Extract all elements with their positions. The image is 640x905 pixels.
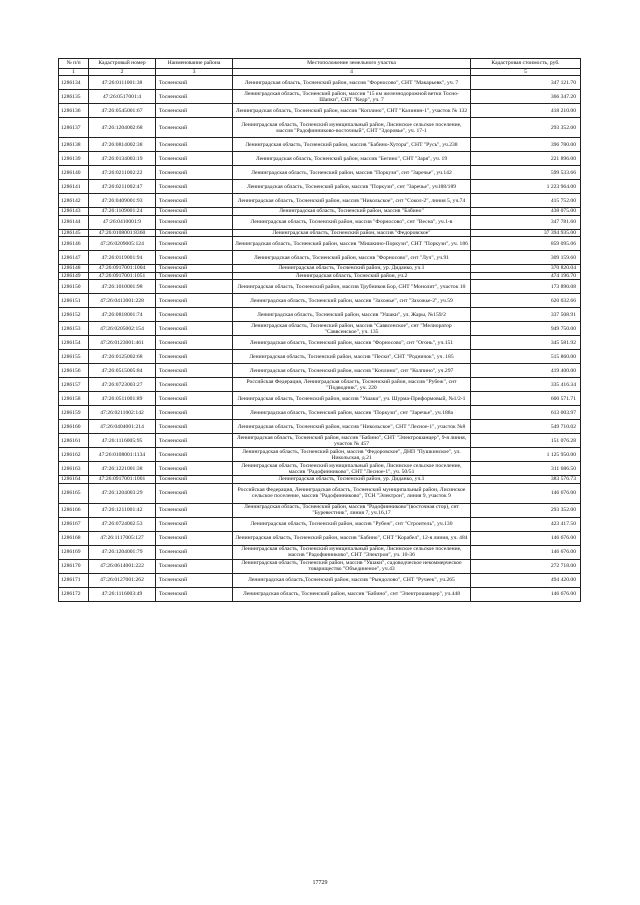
table-row <box>59 483 581 503</box>
table-row <box>59 336 581 350</box>
table-row <box>59 251 581 265</box>
row-number: 1286155 <box>59 350 89 364</box>
header-district-name: Наименование района <box>156 59 233 69</box>
plot-location: Ленинградская область, Тосненский район, массив "Ушаки", уч. Шурма-Приформовый, №1/2-1 <box>233 392 471 406</box>
row-number: 1286153 <box>59 322 89 336</box>
cadastral-number: 47:26:0614001:222 <box>89 559 156 573</box>
cadastral-number: 47:26:0517001:4 <box>89 90 156 104</box>
plot-location: Ленинградская область, Тосненский район, массив "Саввсенское", снт "Мелиоратор "Саввсенское", уч. 135 <box>233 322 471 336</box>
plot-location: Ленинградская область, Тосненский район, массив "Никольское", снт "Сокол-2", линия 5, уч.74 <box>233 194 471 208</box>
district-name: Тосненский <box>156 483 233 503</box>
column-index: 5 <box>471 69 581 76</box>
table-row <box>59 308 581 322</box>
row-number: 1286156 <box>59 364 89 378</box>
plot-location: Ленинградская область, Тоснеский район, уч.2 <box>233 272 471 280</box>
cadastral-value: 337 508.91 <box>471 308 581 322</box>
table-row <box>59 208 581 216</box>
cadastral-value: 311 686.50 <box>471 462 581 476</box>
row-number: 1286172 <box>59 587 89 601</box>
district-name: Тосненский <box>156 180 233 194</box>
row-number: 1286154 <box>59 336 89 350</box>
table-row <box>59 194 581 208</box>
table-row <box>59 531 581 545</box>
cadastral-value: 335 416.34 <box>471 378 581 392</box>
district-name: Тосненский <box>156 215 233 229</box>
table-row <box>59 350 581 364</box>
cadastral-value: 293 352.00 <box>471 503 581 517</box>
cadastral-number: 47:26:0108001:8360 <box>89 229 156 237</box>
plot-location: Ленинградская область, Тосненский муниципальный район, Лисинское сельское поселение, массив "Радофинниково", СНТ "Лесное-1", уч. 50/51 <box>233 462 471 476</box>
plot-location: Ленинградская область,Тосненский район, массив "Рындолово", СНТ "Ручеек", уч.265 <box>233 573 471 587</box>
cadastral-number: 47:26:0409001:93 <box>89 194 156 208</box>
plot-location: Ленинградская область, Тосненский район, массив "Бабино", СНТ "Электрошанцер", 9-я линия, участок № 457 <box>233 434 471 448</box>
cadastral-number: 47:26:0511001:89 <box>89 392 156 406</box>
table-row <box>59 573 581 587</box>
row-number: 1286134 <box>59 76 89 90</box>
cadastral-value: 859 095.06 <box>471 237 581 251</box>
column-index: 3 <box>156 69 233 76</box>
table-row <box>59 322 581 336</box>
district-name: Тосненский <box>156 434 233 448</box>
cadastral-value: 423 417.50 <box>471 517 581 531</box>
plot-location: Ленинградская область, Тосненский район, массив "Никольское", СНТ "Лесное-1", участок №8 <box>233 420 471 434</box>
district-name: Тосненский <box>156 448 233 462</box>
cadastral-number: 47:26:0205002:154 <box>89 322 156 336</box>
row-number: 1286137 <box>59 118 89 138</box>
cadastral-number: 47:26:0211002:47 <box>89 180 156 194</box>
row-number: 1286171 <box>59 573 89 587</box>
page-number: 17729 <box>312 880 328 886</box>
district-name: Тосненский <box>156 272 233 280</box>
cadastral-value: 146 676.00 <box>471 545 581 559</box>
row-number: 1286140 <box>59 166 89 180</box>
row-number: 1286135 <box>59 90 89 104</box>
cadastral-value: 383 576.73 <box>471 476 581 484</box>
row-number: 1286142 <box>59 194 89 208</box>
cadastral-number: 47:26:0814002:38 <box>89 138 156 152</box>
plot-location: Ленинградская область, Тосненский муниципальный район, Лисинское сельское поселение, массив "Радофинниково", СНТ "Электрон", уч. 10-36 <box>233 545 471 559</box>
row-number: 1286144 <box>59 215 89 229</box>
plot-location: Ленинградская область, Тосненский район, массив "Радофинниково"(восточная стор), снт "Буревестник", линия 7, уч.16,17 <box>233 503 471 517</box>
row-number: 1286150 <box>59 280 89 294</box>
cadastral-value: 515 860.00 <box>471 350 581 364</box>
table-row <box>59 392 581 406</box>
plot-location: Ленинградская область, Тосненский район, ур. Диданко, уч.1 <box>233 476 471 484</box>
cadastral-value: 494 420.00 <box>471 573 581 587</box>
table-row <box>59 294 581 308</box>
row-number: 1286158 <box>59 392 89 406</box>
cadastral-value: 366 347.20 <box>471 90 581 104</box>
table-row <box>59 587 581 601</box>
row-number: 1286143 <box>59 208 89 216</box>
district-name: Тосненский <box>156 294 233 308</box>
table-row <box>59 503 581 517</box>
table-row <box>59 364 581 378</box>
row-number: 1286160 <box>59 420 89 434</box>
district-name: Тосненский <box>156 378 233 392</box>
cadastral-number: 47:26:1010001:98 <box>89 280 156 294</box>
plot-location: Ленинградская область, Тосненский район, массив "Бабино", СНТ "Корабел", 12-я линия, уч. 484 <box>233 531 471 545</box>
row-number: 1286166 <box>59 503 89 517</box>
row-number: 1286163 <box>59 462 89 476</box>
row-number: 1286169 <box>59 545 89 559</box>
district-name: Тосненский <box>156 350 233 364</box>
district-name: Тосненский <box>156 90 233 104</box>
row-number: 1286157 <box>59 378 89 392</box>
district-name: Тосненский <box>156 138 233 152</box>
table-row <box>59 152 581 166</box>
row-number: 1286165 <box>59 483 89 503</box>
row-number: 1286145 <box>59 229 89 237</box>
table-row <box>59 559 581 573</box>
cadastral-value: 146 676.00 <box>471 587 581 601</box>
plot-location: Ленинградская область, Тосненский район, ур. Диданко, уч.1 <box>233 265 471 273</box>
cadastral-value: 293 352.00 <box>471 118 581 138</box>
table-row <box>59 420 581 434</box>
plot-location: Ленинградская область, Тосненский район, массив "Бегино", СНТ "Заря", уч. 19 <box>233 152 471 166</box>
plot-location: Ленинградская область, Тосненский район, массив "Федоровское" <box>233 229 471 237</box>
table-row <box>59 76 581 90</box>
table-row <box>59 166 581 180</box>
row-number: 1286138 <box>59 138 89 152</box>
cadastral-number: 47:26:0123001:461 <box>89 336 156 350</box>
cadastral-number: 47:26:1211001:42 <box>89 503 156 517</box>
cadastral-value: 600 571.71 <box>471 392 581 406</box>
plot-location: Ленинградская область, Тосненский район, массив "Федоровское", ДНП "Пушкинское", ул. Никольская, д.21 <box>233 448 471 462</box>
cadastral-value: 419 400.00 <box>471 364 581 378</box>
table-row <box>59 462 581 476</box>
cadastral-number: 47:26:0111001:38 <box>89 76 156 90</box>
plot-location: Ленинградская область, Тосненский район, массив "Форносово", снт "Луч", уч.91 <box>233 251 471 265</box>
plot-location: Ленинградская область, Тосненский район, массив "Форносово", СНТ "Макарьевк", уч. 7 <box>233 76 471 90</box>
cadastral-number: 47:26:0723003:27 <box>89 378 156 392</box>
plot-location: Российская Федерация, Ленинградская область, Тосненский район, массив "Рубеж", снт "Подводник", уч. 220 <box>233 378 471 392</box>
district-name: Тосненский <box>156 462 233 476</box>
plot-location: Ленинградская область, Тосненский район, массив "Бабино" <box>233 208 471 216</box>
plot-location: Ленинградская область, Тосненский район, массив "Ушаки", ул. Жары, №159/2 <box>233 308 471 322</box>
row-number: 1286159 <box>59 406 89 420</box>
cadastral-number: 47:26:0917001:1001 <box>89 476 156 484</box>
cadastral-value: 599 533.66 <box>471 166 581 180</box>
cadastral-number: 47:26:0404001:214 <box>89 420 156 434</box>
cadastral-value: 309 159.60 <box>471 251 581 265</box>
plot-location: Ленинградская область, Тосненский район, массив "Пески", СНТ "Родничок", уч. 185 <box>233 350 471 364</box>
district-name: Тосненский <box>156 420 233 434</box>
district-name: Тосненский <box>156 406 233 420</box>
district-name: Тосненский <box>156 336 233 350</box>
cadastral-value: 549 710.02 <box>471 420 581 434</box>
plot-location: Ленинградская область, Тосненский район, массив "Бабино", снт "Электрошанцер", уч.448 <box>233 587 471 601</box>
plot-location: Ленинградская область, Тосненский район, массив "Мишкино-Поркузи", СНТ "Поркузи", уч. 186 <box>233 237 471 251</box>
table-row <box>59 545 581 559</box>
plot-location: Ленинградская область, Тосненский район, массив "Коплино", СНТ "Калинин-1", участок № 132 <box>233 104 471 118</box>
cadastral-number: 47:26:0545001:67 <box>89 104 156 118</box>
table-row <box>59 104 581 118</box>
table-row <box>59 406 581 420</box>
cadastral-number: 47:26:0917001:1051 <box>89 272 156 280</box>
row-number: 1286161 <box>59 434 89 448</box>
cadastral-number: 47:26:0413001:228 <box>89 294 156 308</box>
cadastral-number: 47:26:0724002:53 <box>89 517 156 531</box>
cadastral-number: 47:26:1116005:95 <box>89 434 156 448</box>
cadastral-number: 47:26:1204002:68 <box>89 118 156 138</box>
district-name: Тосненский <box>156 517 233 531</box>
cadastral-number: 47:26:1116003:49 <box>89 587 156 601</box>
plot-location: Ленинградская область, Тосненский район, массив "Поркузи", снт "Заречье", уч.142 <box>233 166 471 180</box>
cadastral-value: 146 676.00 <box>471 483 581 503</box>
table-row <box>59 229 581 237</box>
cadastral-value: 1 125 950.00 <box>471 448 581 462</box>
cadastral-value: 474 196.70 <box>471 272 581 280</box>
cadastral-value: 347 781.60 <box>471 215 581 229</box>
cadastral-number: 47:26:0119001:94 <box>89 251 156 265</box>
district-name: Тосненский <box>156 208 233 216</box>
table-row <box>59 476 581 484</box>
cadastral-number: 47:26:1204001:79 <box>89 545 156 559</box>
row-number: 1286136 <box>59 104 89 118</box>
row-number: 1286149 <box>59 272 89 280</box>
district-name: Тосненский <box>156 237 233 251</box>
cadastral-number: 47:26:0515005:84 <box>89 364 156 378</box>
cadastral-value: 146 676.00 <box>471 531 581 545</box>
table-column-index-row <box>59 69 581 76</box>
row-number: 1286170 <box>59 559 89 573</box>
plot-location: Ленинградская область, Тосненский район, массив "Коплино", снт "Колпино", уч.297 <box>233 364 471 378</box>
row-number: 1286167 <box>59 517 89 531</box>
plot-location: Ленинградская область, Тосненский район, массив "Форносово", снт "Весна", уч.1-в <box>233 215 471 229</box>
cadastral-number: 47:26:0108001:1134 <box>89 448 156 462</box>
cadastral-value: 396 780.00 <box>471 138 581 152</box>
cadastral-value: 151 076.28 <box>471 434 581 448</box>
table-row <box>59 265 581 273</box>
table-row <box>59 517 581 531</box>
plot-location: Ленинградская область, Тосненский район, массив "Рубеж", снт "Строитель", уч.130 <box>233 517 471 531</box>
header-cadastral-value: Кадастровая стоимость, руб. <box>471 59 581 69</box>
district-name: Тосненский <box>156 280 233 294</box>
column-index: 2 <box>89 69 156 76</box>
table-row <box>59 448 581 462</box>
plot-location: Ленинградская область, Тосненский район, массив "Поркузи", снт "Заречье", уч188/189 <box>233 180 471 194</box>
cadastral-value: 1 223 964.00 <box>471 180 581 194</box>
plot-location: Ленинградская область, Тосненский район, массив "Форносово", снт "Огонь", уч.151 <box>233 336 471 350</box>
cadastral-number: 47:26:0127001:262 <box>89 573 156 587</box>
cadastral-value: 37 394 935.00 <box>471 229 581 237</box>
table-row <box>59 237 581 251</box>
cadastral-value: 438 075.00 <box>471 208 581 216</box>
table-row <box>59 280 581 294</box>
district-name: Тосненский <box>156 545 233 559</box>
cadastral-table <box>58 58 581 602</box>
cadastral-number: 47:26:0410001:9 <box>89 215 156 229</box>
plot-location: Ленинградская область, Тосненский район, массив "Бабино-Хутора", СНТ "Русь", уч.238 <box>233 138 471 152</box>
cadastral-number: 47:26:1204003:29 <box>89 483 156 503</box>
cadastral-value: 370 820.04 <box>471 265 581 273</box>
column-index: 4 <box>233 69 471 76</box>
cadastral-number: 47:26:1221001:38 <box>89 462 156 476</box>
cadastral-number: 47:26:0134003:19 <box>89 152 156 166</box>
row-number: 1286147 <box>59 251 89 265</box>
cadastral-value: 345 581.92 <box>471 336 581 350</box>
table-row <box>59 90 581 104</box>
district-name: Тосненский <box>156 531 233 545</box>
district-name: Тосненский <box>156 476 233 484</box>
document-sheet <box>58 58 580 602</box>
table-row <box>59 118 581 138</box>
cadastral-number: 47:26:1109001:24 <box>89 208 156 216</box>
header-cadastral-number: Кадастровый номер <box>89 59 156 69</box>
plot-location: Ленинградская область, Тосненский район, массив "Захожье", снт "Захожье-2", уч.59 <box>233 294 471 308</box>
district-name: Тосненский <box>156 559 233 573</box>
plot-location: Ленинградская область, Тосненский муниципальный район, Лисинское сельское поселение, массив "Радофинниково-восточный", СНТ "Здоровье", уч. 17-1 <box>233 118 471 138</box>
district-name: Тосненский <box>156 573 233 587</box>
plot-location: Ленинградская область, Тосненский район, массив "Поркузи", снт "Заречье", уч.188а <box>233 406 471 420</box>
row-number: 1286141 <box>59 180 89 194</box>
header-location: Местоположение земельного участка <box>233 59 471 69</box>
cadastral-number: 47:26:0125002:68 <box>89 350 156 364</box>
district-name: Тосненский <box>156 76 233 90</box>
row-number: 1286139 <box>59 152 89 166</box>
table-row <box>59 378 581 392</box>
cadastral-value: 949 750.00 <box>471 322 581 336</box>
row-number: 1286152 <box>59 308 89 322</box>
table-row <box>59 180 581 194</box>
table-header-row <box>59 59 581 69</box>
cadastral-value: 415 752.00 <box>471 194 581 208</box>
cadastral-number: 47:26:0211002:142 <box>89 406 156 420</box>
cadastral-number: 47:26:0209005:124 <box>89 237 156 251</box>
plot-location: Ленинградская область, Тосненский район, массив "15 км железнодорожной ветки Тосно-Шапки", СНТ "Кедр", уч. 7 <box>233 90 471 104</box>
district-name: Тосненский <box>156 322 233 336</box>
cadastral-number: 47:26:0917001:1004 <box>89 265 156 273</box>
plot-location: Ленинградская область, Тосненский район, массив "Ушаки", садоводческое некоммерческое товарищество "Объединеное", уч.43 <box>233 559 471 573</box>
district-name: Тосненский <box>156 152 233 166</box>
district-name: Тосненский <box>156 194 233 208</box>
district-name: Тосненский <box>156 118 233 138</box>
district-name: Тосненский <box>156 308 233 322</box>
cadastral-number: 47:26:1117005:127 <box>89 531 156 545</box>
district-name: Тосненский <box>156 364 233 378</box>
district-name: Тосненский <box>156 104 233 118</box>
district-name: Тосненский <box>156 587 233 601</box>
district-name: Тосненский <box>156 503 233 517</box>
row-number: 1286168 <box>59 531 89 545</box>
row-number: 1286148 <box>59 265 89 273</box>
cadastral-value: 173 890.08 <box>471 280 581 294</box>
table-row <box>59 138 581 152</box>
plot-location: Российская Федерация, Ленинградская область, Тосненский муниципальный район, Лисинское сельское поселение, массив "Радофинниково", ТСН "Электрон", линия 9, участок 9 <box>233 483 471 503</box>
district-name: Тосненский <box>156 166 233 180</box>
table-body <box>59 76 581 602</box>
cadastral-value: 347 121.70 <box>471 76 581 90</box>
cadastral-value: 272 718.00 <box>471 559 581 573</box>
district-name: Тосненский <box>156 265 233 273</box>
plot-location: Ленинградская область, Тосненский район, массив Трубников Бор, СНТ "Монолит", участок 10 <box>233 280 471 294</box>
cadastral-value: 418 210.00 <box>471 104 581 118</box>
table-row <box>59 215 581 229</box>
cadastral-value: 613 003.97 <box>471 406 581 420</box>
cadastral-number: 47:26:0818001:74 <box>89 308 156 322</box>
cadastral-number: 47:26:0211002:22 <box>89 166 156 180</box>
column-index: 1 <box>59 69 89 76</box>
district-name: Тосненский <box>156 392 233 406</box>
row-number: 1286146 <box>59 237 89 251</box>
row-number: 1286162 <box>59 448 89 462</box>
header-number: № п/п <box>59 59 89 69</box>
cadastral-value: 221 896.00 <box>471 152 581 166</box>
cadastral-value: 620 032.66 <box>471 294 581 308</box>
row-number: 1286164 <box>59 476 89 484</box>
table-row <box>59 434 581 448</box>
table-row <box>59 272 581 280</box>
district-name: Тосненский <box>156 251 233 265</box>
row-number: 1286151 <box>59 294 89 308</box>
district-name: Тосненский <box>156 229 233 237</box>
